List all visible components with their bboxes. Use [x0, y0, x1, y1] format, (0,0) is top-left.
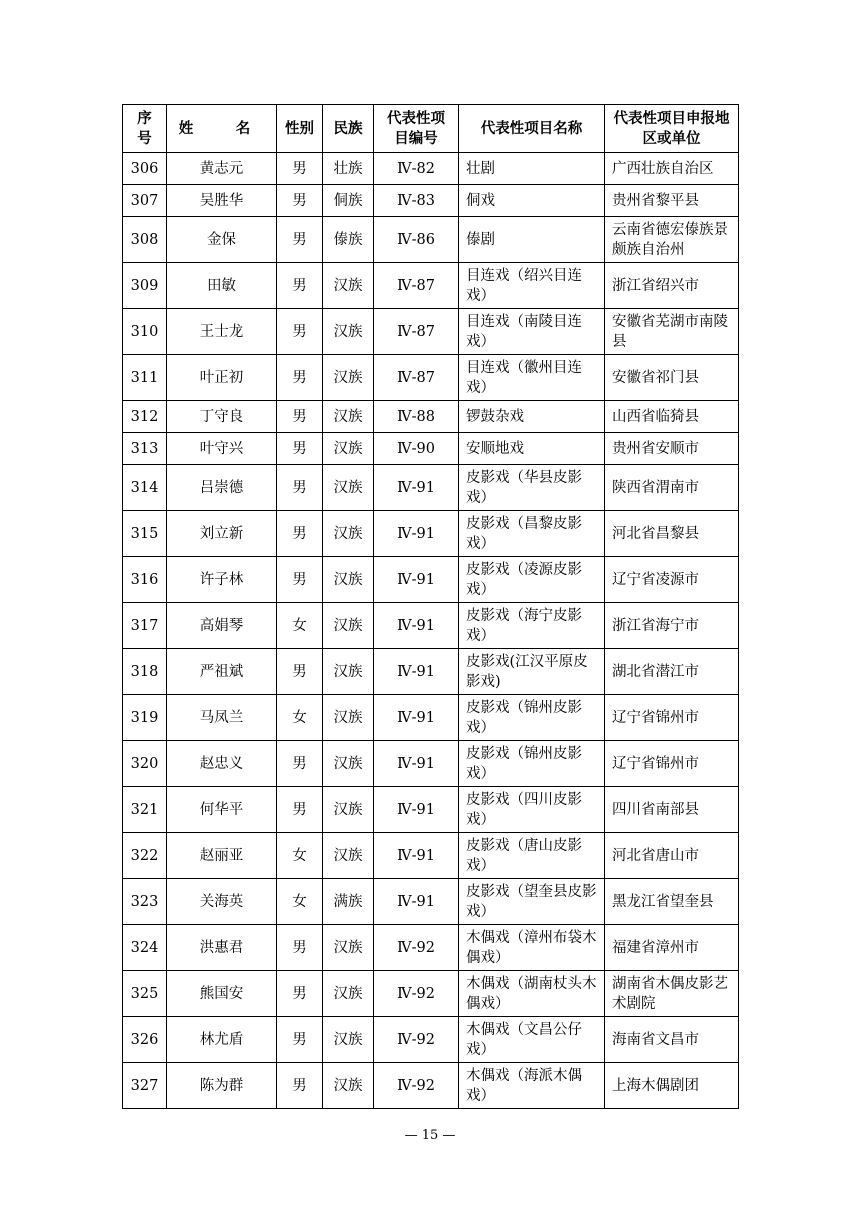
cell-region: 安徽省芜湖市南陵县	[605, 309, 739, 355]
cell-seq: 318	[123, 649, 167, 695]
cell-name: 林尤盾	[167, 1017, 277, 1063]
cell-ethnicity: 汉族	[323, 1017, 374, 1063]
cell-ethnicity: 汉族	[323, 649, 374, 695]
page-number: — 15 —	[404, 1128, 456, 1143]
cell-ethnicity: 汉族	[323, 511, 374, 557]
cell-ethnicity: 汉族	[323, 603, 374, 649]
table-row	[123, 695, 739, 741]
table-row	[123, 741, 739, 787]
cell-seq: 311	[123, 355, 167, 401]
cell-ethnicity: 满族	[323, 879, 374, 925]
table-row	[123, 401, 739, 433]
cell-region: 云南省德宏傣族景颇族自治州	[605, 217, 739, 263]
cell-region: 辽宁省锦州市	[605, 741, 739, 787]
cell-name: 何华平	[167, 787, 277, 833]
cell-region: 湖北省潜江市	[605, 649, 739, 695]
cell-ethnicity: 汉族	[323, 925, 374, 971]
cell-project-name: 安顺地戏	[459, 433, 605, 465]
cell-ethnicity: 侗族	[323, 185, 374, 217]
cell-region: 海南省文昌市	[605, 1017, 739, 1063]
cell-seq: 315	[123, 511, 167, 557]
cell-seq: 323	[123, 879, 167, 925]
cell-name: 洪惠君	[167, 925, 277, 971]
cell-seq: 316	[123, 557, 167, 603]
header-region: 代表性项目申报地区或单位	[605, 105, 739, 153]
cell-project-name: 皮影戏（锦州皮影戏）	[459, 741, 605, 787]
cell-gender: 男	[277, 787, 323, 833]
cell-project-name: 皮影戏（锦州皮影戏）	[459, 695, 605, 741]
cell-name: 刘立新	[167, 511, 277, 557]
cell-project-code: Ⅳ-91	[374, 603, 459, 649]
cell-region: 贵州省黎平县	[605, 185, 739, 217]
cell-ethnicity: 壮族	[323, 153, 374, 185]
cell-project-name: 皮影戏（昌黎皮影戏）	[459, 511, 605, 557]
table-row	[123, 649, 739, 695]
cell-gender: 男	[277, 741, 323, 787]
cell-project-code: Ⅳ-87	[374, 309, 459, 355]
cell-project-name: 目连戏（徽州目连戏）	[459, 355, 605, 401]
cell-ethnicity: 汉族	[323, 557, 374, 603]
cell-project-name: 木偶戏（湖南杖头木偶戏）	[459, 971, 605, 1017]
cell-project-code: Ⅳ-92	[374, 971, 459, 1017]
cell-seq: 327	[123, 1063, 167, 1109]
table-row	[123, 833, 739, 879]
cell-name: 吴胜华	[167, 185, 277, 217]
cell-project-name: 目连戏（南陵目连戏）	[459, 309, 605, 355]
cell-seq: 308	[123, 217, 167, 263]
cell-project-name: 木偶戏（海派木偶戏）	[459, 1063, 605, 1109]
table-row	[123, 263, 739, 309]
cell-project-name: 皮影戏（望奎县皮影戏）	[459, 879, 605, 925]
cell-region: 河北省昌黎县	[605, 511, 739, 557]
cell-name: 田敏	[167, 263, 277, 309]
cell-project-code: Ⅳ-88	[374, 401, 459, 433]
cell-region: 福建省漳州市	[605, 925, 739, 971]
cell-project-name: 皮影戏（四川皮影戏）	[459, 787, 605, 833]
cell-seq: 325	[123, 971, 167, 1017]
cell-name: 关海英	[167, 879, 277, 925]
cell-gender: 男	[277, 355, 323, 401]
cell-gender: 男	[277, 511, 323, 557]
cell-project-code: Ⅳ-91	[374, 787, 459, 833]
cell-seq: 314	[123, 465, 167, 511]
cell-gender: 男	[277, 971, 323, 1017]
cell-ethnicity: 汉族	[323, 833, 374, 879]
cell-gender: 男	[277, 1017, 323, 1063]
cell-project-name: 目连戏（绍兴目连戏）	[459, 263, 605, 309]
cell-name: 黄志元	[167, 153, 277, 185]
cell-project-code: Ⅳ-91	[374, 465, 459, 511]
cell-gender: 男	[277, 465, 323, 511]
cell-seq: 326	[123, 1017, 167, 1063]
cell-ethnicity: 汉族	[323, 695, 374, 741]
cell-project-code: Ⅳ-91	[374, 511, 459, 557]
cell-project-name: 锣鼓杂戏	[459, 401, 605, 433]
table-row	[123, 433, 739, 465]
table-row	[123, 153, 739, 185]
cell-project-code: Ⅳ-82	[374, 153, 459, 185]
header-gender: 性别	[277, 105, 323, 153]
cell-project-code: Ⅳ-90	[374, 433, 459, 465]
table-row	[123, 603, 739, 649]
cell-project-name: 壮剧	[459, 153, 605, 185]
cell-name: 丁守良	[167, 401, 277, 433]
cell-seq: 317	[123, 603, 167, 649]
cell-name: 赵丽亚	[167, 833, 277, 879]
cell-gender: 女	[277, 879, 323, 925]
inheritors-table	[122, 104, 739, 1109]
table-row	[123, 879, 739, 925]
cell-name: 许子林	[167, 557, 277, 603]
cell-region: 湖南省木偶皮影艺术剧院	[605, 971, 739, 1017]
cell-ethnicity: 汉族	[323, 433, 374, 465]
cell-project-name: 皮影戏（凌源皮影戏）	[459, 557, 605, 603]
cell-seq: 310	[123, 309, 167, 355]
cell-gender: 男	[277, 217, 323, 263]
cell-project-code: Ⅳ-91	[374, 557, 459, 603]
cell-region: 安徽省祁门县	[605, 355, 739, 401]
cell-project-name: 傣剧	[459, 217, 605, 263]
cell-project-name: 木偶戏（漳州布袋木偶戏）	[459, 925, 605, 971]
cell-name: 叶守兴	[167, 433, 277, 465]
cell-project-code: Ⅳ-87	[374, 263, 459, 309]
cell-region: 河北省唐山市	[605, 833, 739, 879]
cell-ethnicity: 汉族	[323, 309, 374, 355]
cell-project-name: 皮影戏（唐山皮影戏）	[459, 833, 605, 879]
cell-project-code: Ⅳ-91	[374, 833, 459, 879]
cell-region: 四川省南部县	[605, 787, 739, 833]
cell-ethnicity: 汉族	[323, 263, 374, 309]
cell-ethnicity: 汉族	[323, 787, 374, 833]
cell-gender: 男	[277, 401, 323, 433]
cell-project-code: Ⅳ-86	[374, 217, 459, 263]
cell-seq: 306	[123, 153, 167, 185]
cell-ethnicity: 汉族	[323, 971, 374, 1017]
cell-project-name: 皮影戏(江汉平原皮影戏)	[459, 649, 605, 695]
cell-gender: 男	[277, 185, 323, 217]
table-row	[123, 217, 739, 263]
cell-region: 广西壮族自治区	[605, 153, 739, 185]
cell-ethnicity: 汉族	[323, 401, 374, 433]
cell-gender: 男	[277, 153, 323, 185]
table-row	[123, 557, 739, 603]
header-project-name: 代表性项目名称	[459, 105, 605, 153]
table-header-row	[123, 105, 739, 153]
header-ethnicity: 民族	[323, 105, 374, 153]
cell-name: 严祖斌	[167, 649, 277, 695]
cell-project-name: 侗戏	[459, 185, 605, 217]
cell-seq: 307	[123, 185, 167, 217]
cell-name: 王士龙	[167, 309, 277, 355]
cell-gender: 女	[277, 603, 323, 649]
cell-region: 辽宁省锦州市	[605, 695, 739, 741]
table-row	[123, 465, 739, 511]
cell-seq: 319	[123, 695, 167, 741]
header-project-code: 代表性项目编号	[374, 105, 459, 153]
cell-region: 黑龙江省望奎县	[605, 879, 739, 925]
cell-project-code: Ⅳ-92	[374, 1063, 459, 1109]
cell-ethnicity: 汉族	[323, 355, 374, 401]
cell-project-code: Ⅳ-92	[374, 925, 459, 971]
cell-name: 赵忠义	[167, 741, 277, 787]
cell-project-code: Ⅳ-87	[374, 355, 459, 401]
cell-seq: 320	[123, 741, 167, 787]
cell-seq: 321	[123, 787, 167, 833]
table-row	[123, 355, 739, 401]
cell-gender: 男	[277, 309, 323, 355]
cell-name: 熊国安	[167, 971, 277, 1017]
cell-seq: 313	[123, 433, 167, 465]
cell-ethnicity: 傣族	[323, 217, 374, 263]
table-row	[123, 1063, 739, 1109]
header-seq: 序号	[123, 105, 167, 153]
cell-project-code: Ⅳ-91	[374, 649, 459, 695]
table-row	[123, 925, 739, 971]
cell-project-code: Ⅳ-92	[374, 1017, 459, 1063]
cell-gender: 女	[277, 833, 323, 879]
table-row	[123, 309, 739, 355]
cell-project-name: 木偶戏（文昌公仔戏）	[459, 1017, 605, 1063]
cell-project-code: Ⅳ-91	[374, 695, 459, 741]
cell-name: 金保	[167, 217, 277, 263]
header-name: 姓 名	[167, 105, 277, 153]
cell-project-name: 皮影戏（海宁皮影戏）	[459, 603, 605, 649]
cell-gender: 男	[277, 433, 323, 465]
cell-ethnicity: 汉族	[323, 465, 374, 511]
cell-project-name: 皮影戏（华县皮影戏）	[459, 465, 605, 511]
cell-name: 陈为群	[167, 1063, 277, 1109]
cell-gender: 男	[277, 649, 323, 695]
cell-gender: 男	[277, 1063, 323, 1109]
cell-name: 马凤兰	[167, 695, 277, 741]
cell-seq: 324	[123, 925, 167, 971]
cell-region: 陕西省渭南市	[605, 465, 739, 511]
cell-gender: 男	[277, 925, 323, 971]
cell-project-code: Ⅳ-83	[374, 185, 459, 217]
cell-name: 吕崇德	[167, 465, 277, 511]
cell-region: 山西省临猗县	[605, 401, 739, 433]
cell-seq: 312	[123, 401, 167, 433]
table-row	[123, 511, 739, 557]
cell-gender: 女	[277, 695, 323, 741]
cell-region: 上海木偶剧团	[605, 1063, 739, 1109]
cell-region: 浙江省海宁市	[605, 603, 739, 649]
cell-region: 辽宁省凌源市	[605, 557, 739, 603]
cell-ethnicity: 汉族	[323, 741, 374, 787]
cell-name: 高娟琴	[167, 603, 277, 649]
table-row	[123, 971, 739, 1017]
table-row	[123, 787, 739, 833]
cell-seq: 309	[123, 263, 167, 309]
cell-name: 叶正初	[167, 355, 277, 401]
cell-region: 浙江省绍兴市	[605, 263, 739, 309]
cell-project-code: Ⅳ-91	[374, 879, 459, 925]
cell-ethnicity: 汉族	[323, 1063, 374, 1109]
cell-gender: 男	[277, 557, 323, 603]
cell-project-code: Ⅳ-91	[374, 741, 459, 787]
cell-gender: 男	[277, 263, 323, 309]
table-row	[123, 185, 739, 217]
cell-seq: 322	[123, 833, 167, 879]
cell-region: 贵州省安顺市	[605, 433, 739, 465]
table-row	[123, 1017, 739, 1063]
